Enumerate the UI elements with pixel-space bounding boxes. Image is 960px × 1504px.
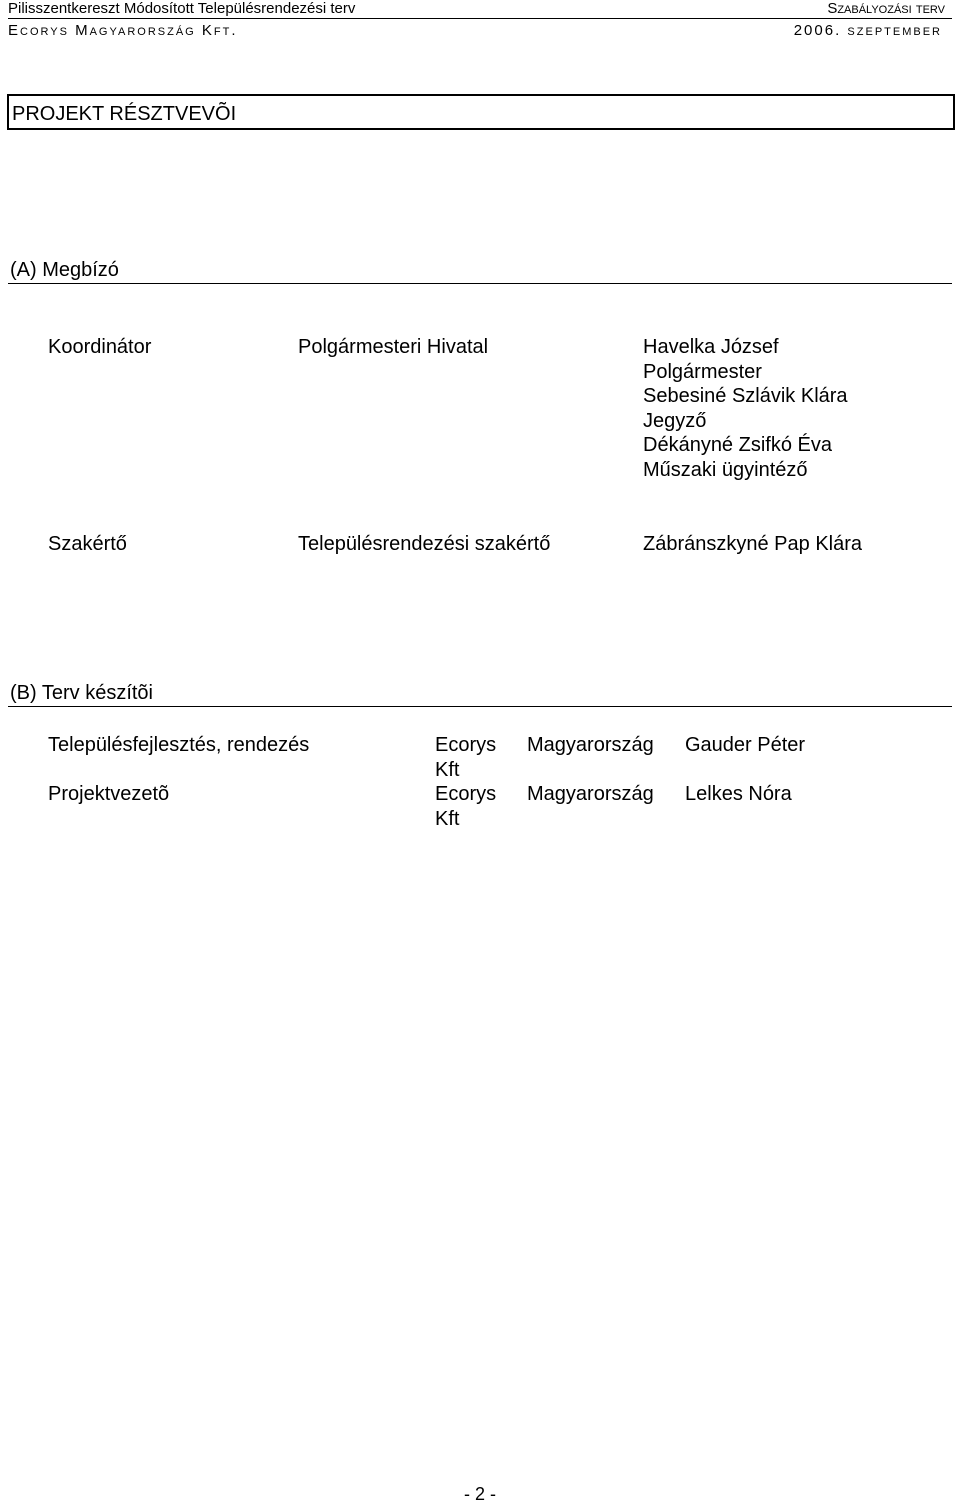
person-title: Jegyző (643, 409, 707, 432)
role-szakerto: Szakértő (48, 533, 127, 555)
company-country: Magyarország (527, 734, 654, 756)
person-name: Zábránszkyné Pap Klára (643, 533, 863, 555)
person-name: Sebesiné Szlávik Klára (643, 385, 848, 407)
header-divider (8, 18, 952, 19)
person-name: Havelka József (643, 336, 779, 358)
company-suffix: Kft (435, 807, 460, 830)
organization-telepulesrendezesi-szakerto: Településrendezési szakértő (298, 533, 551, 555)
role-projektvezeto: Projektvezetõ (48, 783, 170, 805)
section-b-divider (8, 706, 952, 707)
role-telepulesfejlesztes: Településfejlesztés, rendezés (48, 734, 310, 756)
organization-polgarmesteri-hivatal: Polgármesteri Hivatal (298, 336, 489, 358)
header-document-title: Pilisszentkereszt Módosított Településrendezési terv (8, 0, 356, 17)
page-number: - 2 - (463, 1484, 496, 1504)
section-a-divider (8, 283, 952, 284)
header-plan-type: Szabályozási terv (827, 0, 945, 17)
page-title: PROJEKT RÉSZTVEVÕI (12, 103, 237, 125)
person-title: Polgármester (643, 360, 762, 383)
person-title: Műszaki ügyintéző (643, 458, 808, 481)
company-country: Magyarország (527, 783, 654, 805)
koordinator-people-list (643, 335, 848, 482)
person-name: Dékányné Zsifkó Éva (643, 434, 832, 456)
company-name: Ecorys (435, 734, 497, 756)
company-suffix: Kft (435, 758, 460, 781)
header-company: Ecorys Magyarország Kft. (8, 22, 238, 39)
page-title-box (7, 94, 955, 130)
company-name: Ecorys (435, 783, 497, 805)
header-date: 2006. szeptember (793, 22, 942, 39)
person-name: Gauder Péter (685, 734, 806, 756)
section-b-heading: (B) Terv készítõi (10, 682, 153, 704)
person-name: Lelkes Nóra (685, 783, 792, 805)
role-koordinator: Koordinátor (48, 336, 152, 358)
section-a-heading: (A) Megbízó (10, 259, 119, 281)
